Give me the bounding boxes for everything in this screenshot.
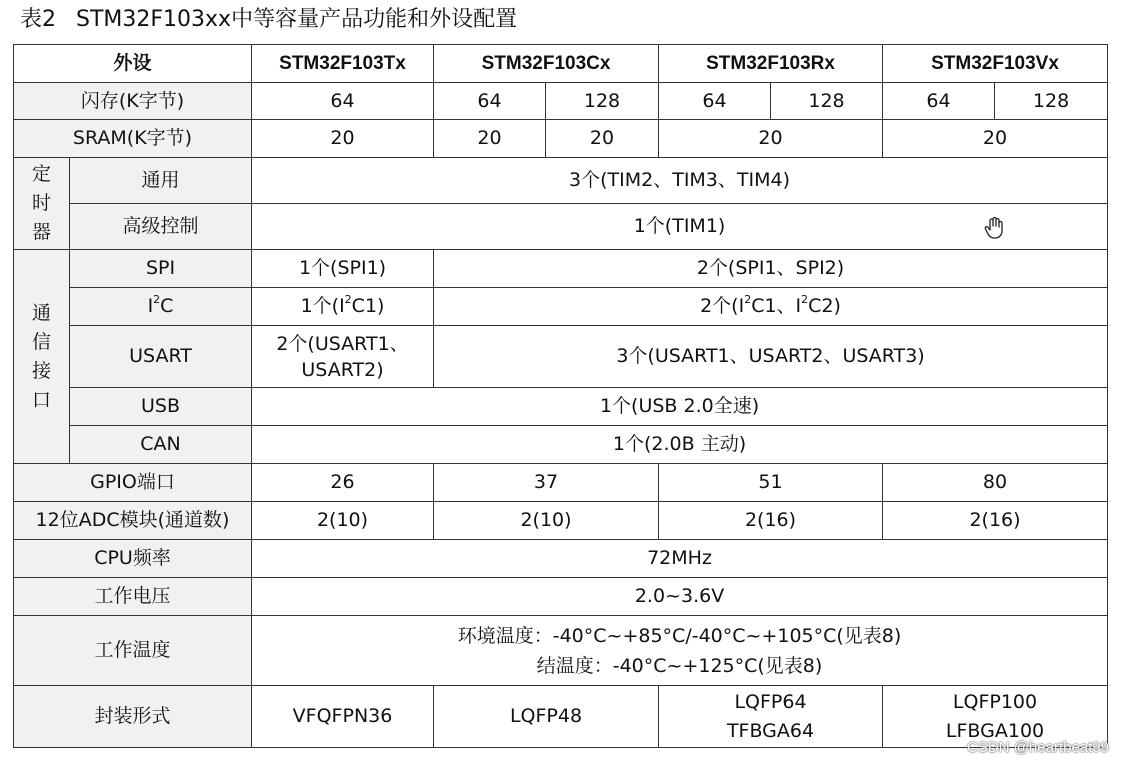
sram-label: SRAM(K字节): [14, 120, 252, 158]
adc-row: [14, 502, 1108, 540]
flash-rx-128: 128: [771, 83, 883, 120]
i2c-others-part: C1、I: [751, 295, 802, 317]
flash-label: 闪存(K字节): [14, 83, 252, 120]
voltage-label: 工作电压: [14, 578, 252, 616]
timers-group-char: 时: [31, 192, 51, 214]
header-row: [14, 45, 1108, 83]
can-value: 1个(2.0B 主动): [252, 426, 1108, 464]
table-caption: [20, 6, 517, 34]
voltage-row: [14, 578, 1108, 616]
adc-rx: 2(16): [659, 502, 883, 540]
gpio-label: GPIO端口: [14, 464, 252, 502]
comm-group-char: 口: [31, 388, 51, 411]
i2c-label: [70, 288, 252, 326]
temperature-label: 工作温度: [14, 616, 252, 686]
i2c-label-pre: I: [147, 295, 154, 317]
sram-vx: 20: [883, 120, 1108, 158]
timer-advanced-label: 高级控制: [70, 204, 252, 250]
spi-tx: 1个(SPI1): [252, 250, 434, 288]
timer-general-label: 通用: [70, 158, 252, 204]
usb-row: [14, 388, 1108, 426]
usb-label: USB: [70, 388, 252, 426]
timers-group-label: [14, 158, 70, 250]
package-vx-line1: LQFP100: [952, 690, 1038, 713]
i2c-others-sup: 2: [744, 292, 752, 306]
package-tx: VFQFPN36: [252, 686, 434, 748]
i2c-others: [434, 288, 1108, 326]
header-model-cx: STM32F103Cx: [434, 45, 659, 83]
usart-tx: [252, 326, 434, 388]
usb-value: 1个(USB 2.0全速): [252, 388, 1108, 426]
timer-general-row: [14, 158, 1108, 204]
flash-row: [14, 83, 1108, 120]
gpio-cx: 37: [434, 464, 659, 502]
i2c-tx-part: C1): [351, 295, 385, 317]
can-label: CAN: [70, 426, 252, 464]
flash-tx: 64: [252, 83, 434, 120]
i2c-others-part: C2): [808, 295, 841, 317]
adc-vx: 2(16): [883, 502, 1108, 540]
temperature-ambient: 环境温度：-40°C~+85°C/-40°C~+105°C(见表8): [457, 624, 902, 647]
timers-group-char: 定: [31, 163, 51, 185]
gpio-row: [14, 464, 1108, 502]
usart-tx-line2: USART2): [301, 358, 384, 381]
gpio-rx: 51: [659, 464, 883, 502]
gpio-vx: 80: [883, 464, 1108, 502]
comm-group-char: 信: [31, 330, 51, 353]
usart-label: USART: [70, 326, 252, 388]
hand-cursor-icon: [983, 216, 1005, 240]
timer-general-value: 3个(TIM2、TIM3、TIM4): [252, 158, 1108, 204]
adc-cx: 2(10): [434, 502, 659, 540]
i2c-tx-part: 1个(I: [300, 295, 345, 317]
flash-rx-64: 64: [659, 83, 771, 120]
sram-cx-128: 20: [546, 120, 659, 158]
sram-rx: 20: [659, 120, 883, 158]
package-label: 封装形式: [14, 686, 252, 748]
temperature-value: [252, 616, 1108, 686]
sram-tx: 20: [252, 120, 434, 158]
timers-group-char: 器: [31, 221, 51, 243]
package-row: [14, 686, 1108, 748]
table-title: STM32F103xx中等容量产品功能和外设配置: [76, 7, 518, 32]
table-number: 表2: [20, 7, 56, 32]
usart-row: [14, 326, 1108, 388]
can-row: [14, 426, 1108, 464]
package-rx: [659, 686, 883, 748]
package-rx-line2: TFBGA64: [726, 719, 815, 742]
timer-advanced-row: [14, 204, 1108, 250]
flash-vx-128: 128: [995, 83, 1108, 120]
header-model-vx: STM32F103Vx: [883, 45, 1108, 83]
package-cx: LQFP48: [434, 686, 659, 748]
package-rx-line1: LQFP64: [734, 690, 807, 713]
header-model-rx: STM32F103Rx: [659, 45, 883, 83]
flash-cx-64: 64: [434, 83, 546, 120]
header-model-tx: STM32F103Tx: [252, 45, 434, 83]
i2c-row: [14, 288, 1108, 326]
header-peripheral: 外设: [14, 45, 252, 83]
flash-vx-64: 64: [883, 83, 995, 120]
timer-advanced-value: 1个(TIM1): [252, 204, 1108, 250]
gpio-tx: 26: [252, 464, 434, 502]
comm-group-char: 通: [31, 301, 51, 324]
flash-cx-128: 128: [546, 83, 659, 120]
usart-others: 3个(USART1、USART2、USART3): [434, 326, 1108, 388]
spi-row: [14, 250, 1108, 288]
adc-label: 12位ADC模块(通道数): [14, 502, 252, 540]
comm-group-label: [14, 250, 70, 464]
i2c-label-sup: 2: [153, 292, 161, 306]
i2c-tx-sup: 2: [344, 292, 352, 306]
i2c-others-part: 2个(I: [700, 295, 745, 317]
sram-cx-64: 20: [434, 120, 546, 158]
cpu-label: CPU频率: [14, 540, 252, 578]
temperature-junction: 结温度：-40°C~+125°C(见表8): [536, 654, 823, 677]
watermark: CSDN @heartbeat99: [967, 739, 1109, 756]
adc-tx: 2(10): [252, 502, 434, 540]
peripheral-config-table: [13, 44, 1108, 748]
comm-group-char: 接: [31, 359, 51, 382]
package-vx-line2: LFBGA100: [945, 719, 1045, 742]
usart-tx-line1: 2个(USART1、: [276, 332, 409, 355]
temperature-row: [14, 616, 1108, 686]
i2c-others-sup: 2: [801, 292, 809, 306]
i2c-tx: [252, 288, 434, 326]
sram-row: [14, 120, 1108, 158]
cpu-value: 72MHz: [252, 540, 1108, 578]
spi-label: SPI: [70, 250, 252, 288]
i2c-label-post: C: [160, 295, 174, 317]
voltage-value: 2.0~3.6V: [252, 578, 1108, 616]
spi-others: 2个(SPI1、SPI2): [434, 250, 1108, 288]
cpu-row: [14, 540, 1108, 578]
